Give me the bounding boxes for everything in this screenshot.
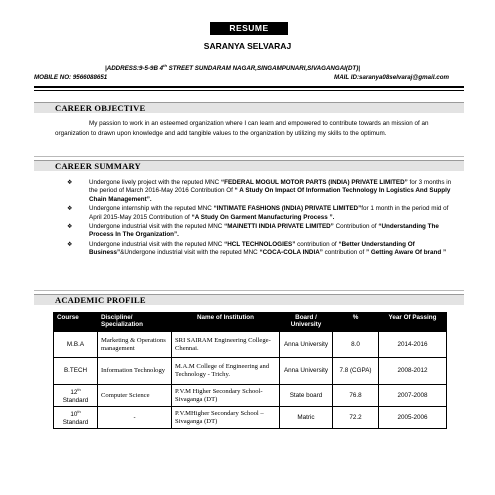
academic-table: [53, 312, 447, 429]
course-sup: th: [77, 387, 81, 392]
summary-title: CAREER SUMMARY: [55, 161, 141, 171]
column-header-board: Board / University: [280, 313, 333, 332]
table-row: [54, 358, 447, 385]
summary-item: [55, 241, 455, 258]
header-divider-thin: [34, 90, 464, 91]
academic-table-wrap: [53, 312, 446, 429]
mobile-number: MOBILE NO: 9566088651: [34, 74, 108, 81]
summary-list: [55, 179, 455, 259]
summary-text: &Undergone industrial visit with the reputed MNC: [120, 249, 260, 257]
summary-contribution: ” Getting Aware Of brand ”: [365, 249, 447, 257]
course-word: Standard: [62, 397, 89, 405]
table-row: [54, 385, 447, 407]
summary-contribution: “A Study On Garment Manufacturing Process ”.: [191, 213, 335, 221]
table-row: [54, 407, 447, 429]
cell-year: 2014-2016: [379, 332, 447, 358]
diamond-bullet-icon: ❖: [67, 224, 73, 231]
summary-company: “INTIMATE FASHIONS (INDIA) PRIVATE LIMITED”: [213, 205, 362, 213]
academic-divider: [34, 290, 464, 291]
cell-institution: P.V.M Higher Secondary School- Sivaganga (DT): [172, 385, 280, 407]
cell-board: Anna University: [280, 332, 333, 358]
course-number: 12: [70, 389, 78, 397]
cell-percent: 7.8 (CGPA): [333, 358, 379, 385]
summary-text: for 1 month in the period mid of April 2015-May 2015 Contribution of: [89, 205, 449, 221]
cell-institution: P.V.MHigher Secondary School –Sivaganga (DT): [172, 407, 280, 429]
cell-discipline: Computer Science: [98, 385, 172, 407]
cell-year: 2008-2012: [379, 358, 447, 385]
summary-item: [55, 205, 455, 222]
cell-institution: SRI SAIRAM Engineering College- Chennai.: [172, 332, 280, 358]
cell-discipline: Marketing & Operations management: [98, 332, 172, 358]
summary-text: Contribution of: [333, 223, 379, 231]
address-line: [105, 63, 360, 72]
cell-discipline: -: [98, 407, 172, 429]
diamond-bullet-icon: ❖: [67, 206, 73, 213]
summary-company: “FEDERAL MOGUL MOTOR PARTS (INDIA) PRIVATE LIMITED”: [220, 179, 408, 186]
summary-company: “MAINETTI INDIA PRIVATE LIMITED”: [224, 223, 334, 231]
summary-text: for 3 months in the period of March 2016-May 2016 Contribution Of: [89, 179, 452, 195]
cell-discipline: Information Technology: [98, 358, 172, 385]
summary-text: Undergone industrial visit with the reputed MNC: [89, 240, 225, 248]
column-header-percent: %: [333, 313, 379, 332]
cell-course: [54, 407, 98, 429]
summary-contribution: “Understanding The Process In The Organization”.: [89, 223, 439, 239]
course-word: Standard: [62, 419, 89, 427]
cell-percent: 8.0: [333, 332, 379, 358]
cell-percent: 76.8: [333, 385, 379, 407]
column-header-course: Course: [54, 313, 98, 332]
candidate-name: SARANYA SELVARAJ: [203, 41, 292, 51]
summary-text: Undergone lively project with the reputed MNC: [89, 179, 221, 186]
cell-board: State board: [280, 385, 333, 407]
address-sup: th: [163, 63, 167, 68]
table-row: [54, 332, 447, 358]
header-divider: [34, 86, 464, 88]
cell-board: Anna University: [280, 358, 333, 385]
summary-item: [55, 223, 455, 240]
cell-course: [54, 385, 98, 407]
contact-row: [34, 74, 461, 81]
summary-contribution: “Better Understanding Of Business”: [89, 240, 415, 257]
objective-title: CAREER OBJECTIVE: [55, 103, 146, 113]
course-sup: th: [77, 409, 81, 415]
summary-company: “HCL TECHNOLOGIES”: [224, 240, 296, 248]
summary-company: “COCA-COLA INDIA”: [259, 249, 323, 257]
objective-text: My passion to work in an esteemed organization where I can learn and empowered to contribute towards an mission of an organization to drawn upon knowledge and add tangible values to the organization by utilizing my skills to the optimum.: [55, 120, 429, 137]
resume-badge: RESUME: [210, 22, 288, 35]
academic-title: ACADEMIC PROFILE: [55, 295, 146, 305]
cell-institution: M.A.M College of Engineering and Technology - Trichy.: [172, 358, 280, 385]
course-number: 10: [70, 411, 78, 419]
address-suffix: STREET SUNDARAM NAGAR,SINGAMPUNARI,SIVAGANGAI(DT)|: [166, 65, 360, 73]
cell-course: B.TECH: [54, 358, 98, 385]
cell-year: 2005-2006: [379, 407, 447, 429]
summary-item: [55, 179, 455, 204]
mail-id: MAIL ID:saranya08selvaraj@gmail.com: [334, 74, 449, 81]
diamond-bullet-icon: ❖: [67, 241, 73, 248]
summary-text: Undergone internship with the reputed MNC: [89, 205, 214, 213]
cell-percent: 72.2: [333, 407, 379, 429]
cell-year: 2007-2008: [379, 385, 447, 407]
column-header-year: Year Of Passing: [379, 313, 447, 332]
column-header-institution: Name of Institution: [172, 313, 280, 332]
summary-contribution: “ A Study On Impact Of Information Technology In Logistics And Supply Chain Management”.: [89, 187, 451, 203]
cell-board: Matric: [280, 407, 333, 429]
address-prefix: |ADDRESS:9-5-9B 4: [105, 65, 164, 73]
column-header-discipline: Discipline/ Specialization: [98, 313, 172, 332]
table-header-row: [54, 313, 447, 332]
diamond-bullet-icon: ❖: [67, 180, 73, 186]
cell-course: M.B.A: [54, 332, 98, 358]
summary-text: contribution of: [295, 240, 339, 248]
summary-divider: [34, 156, 464, 157]
summary-text: Undergone industrial visit with the reputed MNC: [89, 223, 225, 231]
summary-text: contribution of: [322, 249, 366, 257]
